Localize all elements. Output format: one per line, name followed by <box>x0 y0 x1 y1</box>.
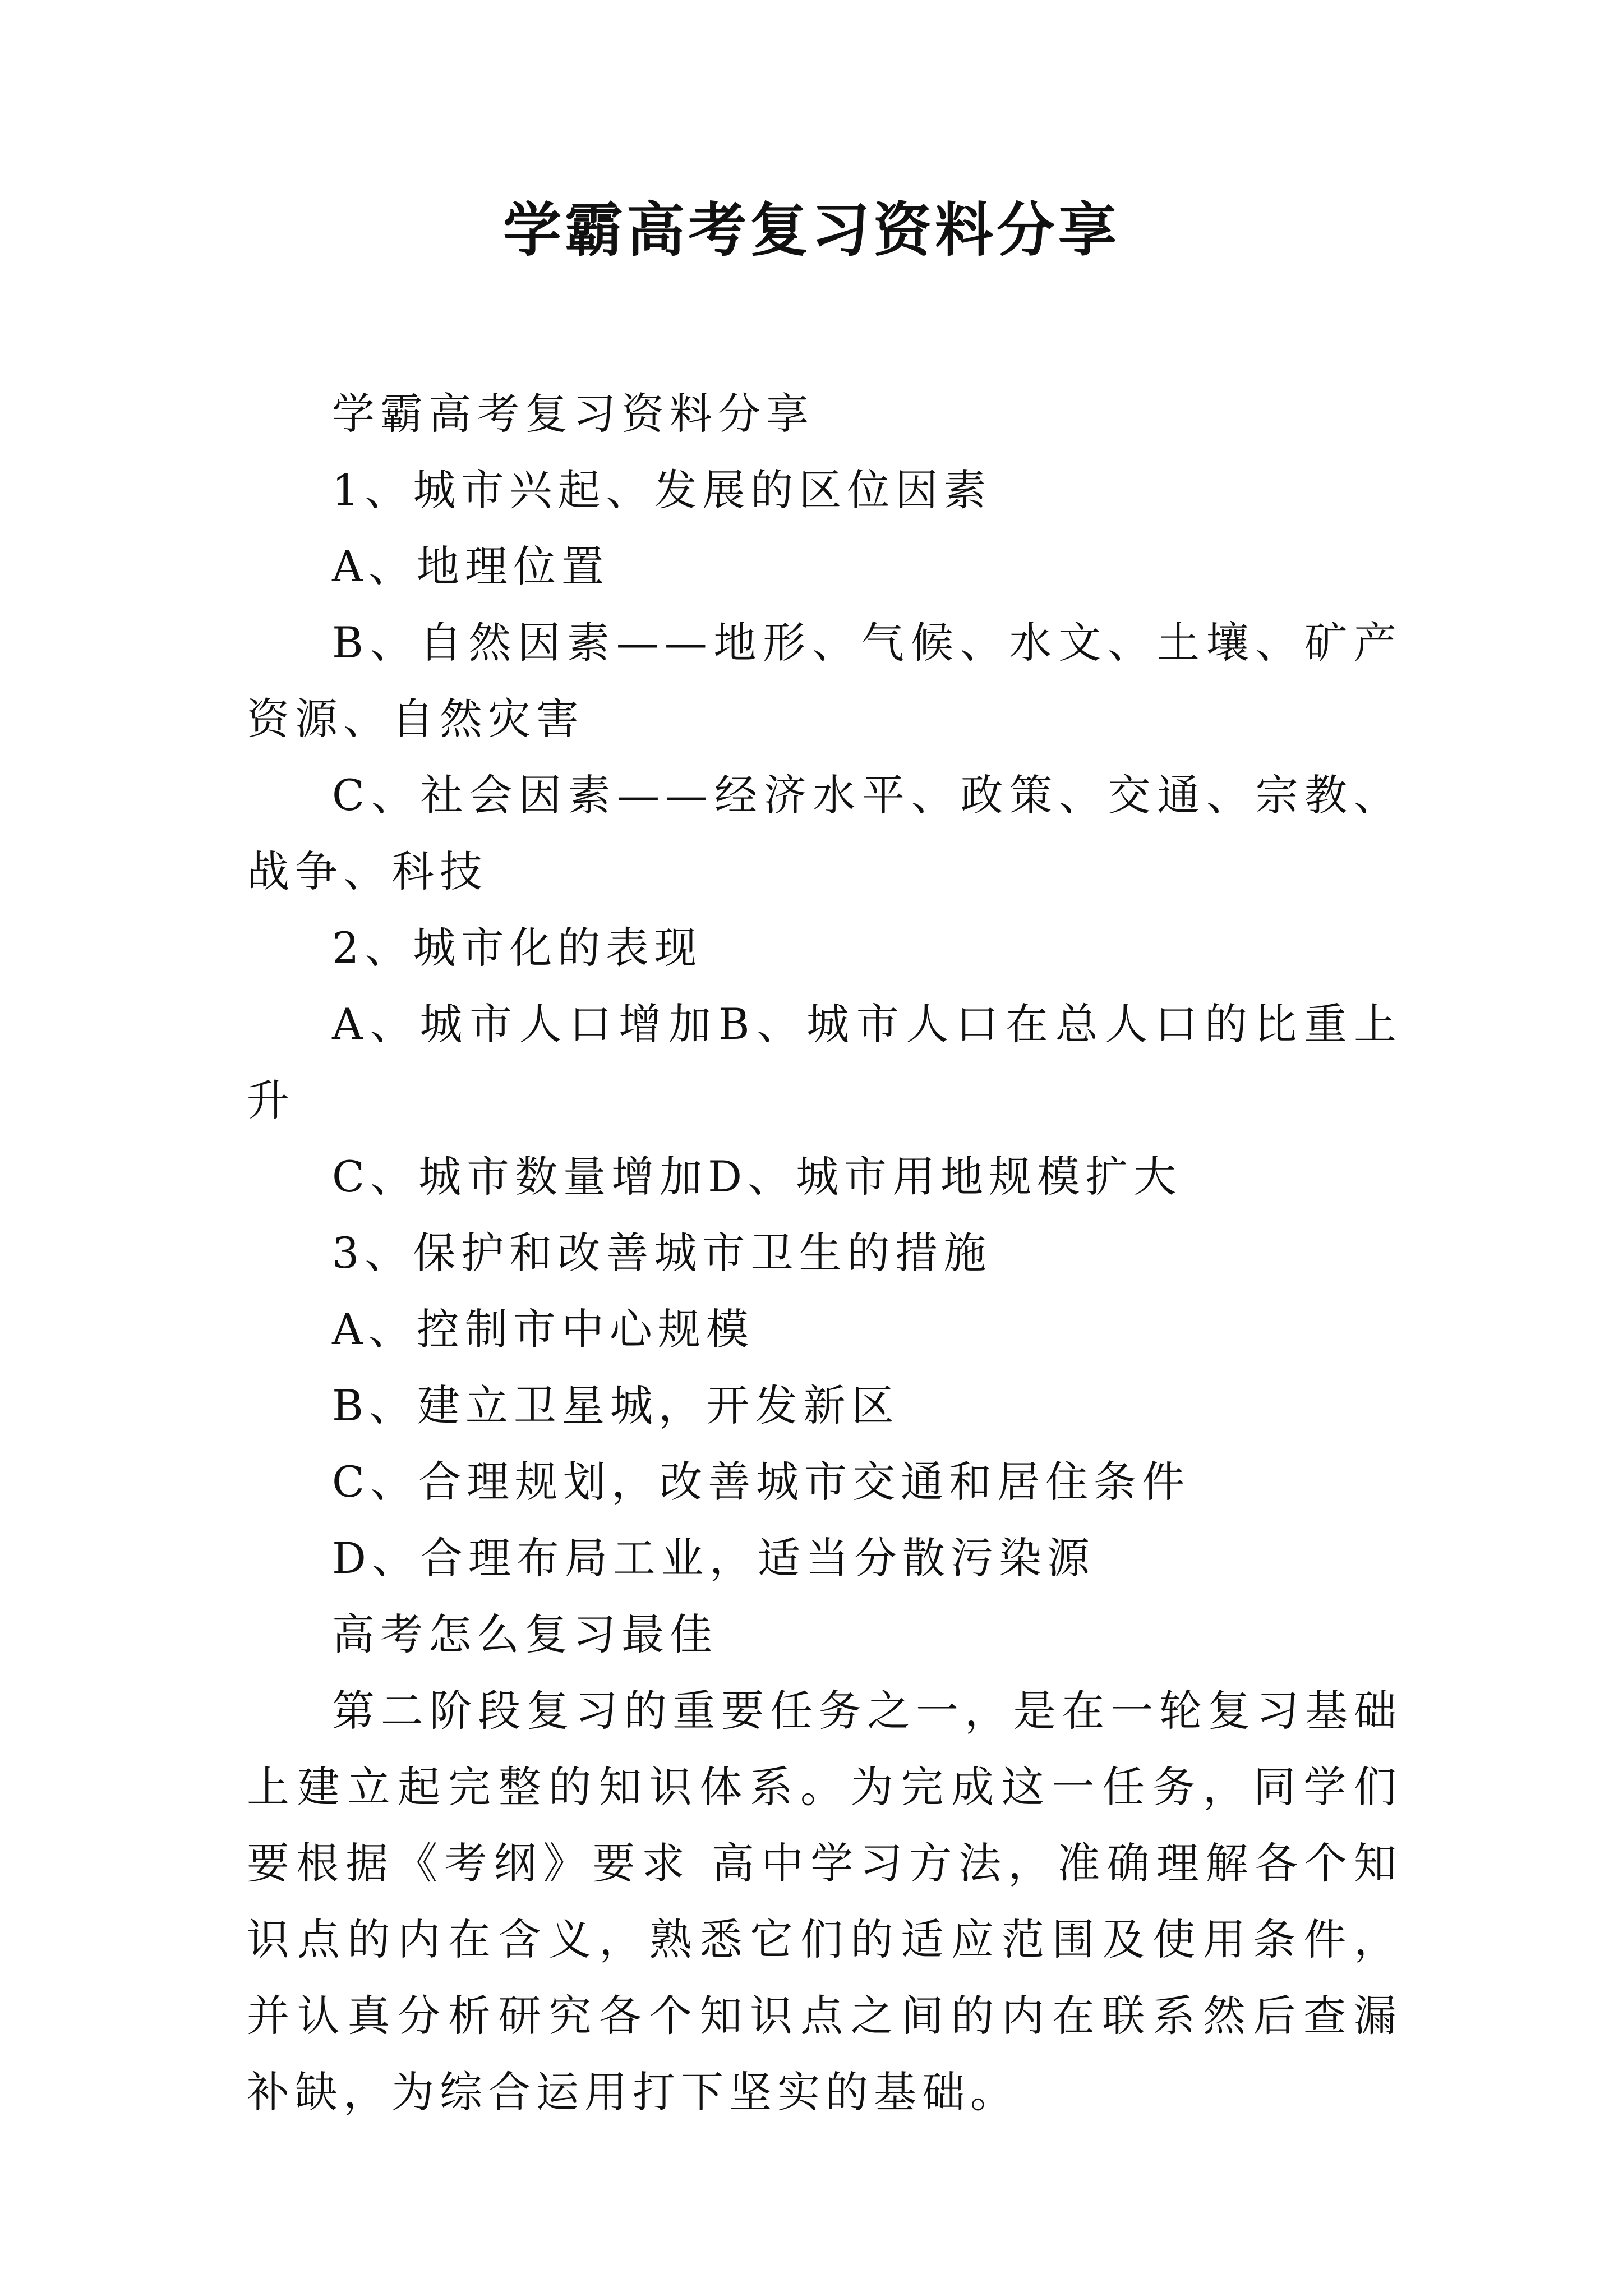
paragraph-review-heading: 高考怎么复习最佳 <box>332 1609 718 1659</box>
paragraph-subtitle: 学霸高考复习资料分享 <box>332 389 814 439</box>
paragraph-review-body: 第二阶段复习的重要任务之一，是在一轮复习基础上建立起完整的知识体系。为完成这一任务，同学们要根据《考纲》要求 高中学习方法，准确理解各个知识点的内在含义，熟悉它们的适应范围及使用条件，并认真分析研究各个知识点之间的内在联系然后查漏补缺，为综合运用打下坚实的基础。 <box>247 1686 1402 2117</box>
paragraph-section-1-heading: 1、城市兴起、发展的区位因素 <box>332 465 992 515</box>
paragraph-item-a: A、地理位置 <box>332 541 610 591</box>
paragraph-section-2-heading: 2、城市化的表现 <box>332 923 703 973</box>
paragraph-measure-a: A、控制市中心规模 <box>332 1304 754 1354</box>
paragraph-measure-d: D、合理布局工业，适当分散污染源 <box>332 1533 1095 1583</box>
document-body <box>247 376 1402 2131</box>
paragraph-item-cd: C、城市数量增加D、城市用地规模扩大 <box>332 1152 1182 1202</box>
paragraph-section-3-heading: 3、保护和改善城市卫生的措施 <box>332 1228 992 1278</box>
document-title: 学霸高考复习资料分享 <box>502 195 1120 264</box>
paragraph-measure-b: B、建立卫星城，开发新区 <box>332 1381 900 1430</box>
paragraph-item-c: C、社会因素——经济水平、政策、交通、宗教、战争、科技 <box>247 770 1402 896</box>
paragraph-measure-c: C、合理规划，改善城市交通和居住条件 <box>332 1457 1191 1507</box>
paragraph-item-b: B、自然因素——地形、气候、水文、土壤、矿产资源、自然灾害 <box>247 618 1402 744</box>
paragraph-item-ab: A、城市人口增加B、城市人口在总人口的比重上升 <box>247 999 1402 1125</box>
